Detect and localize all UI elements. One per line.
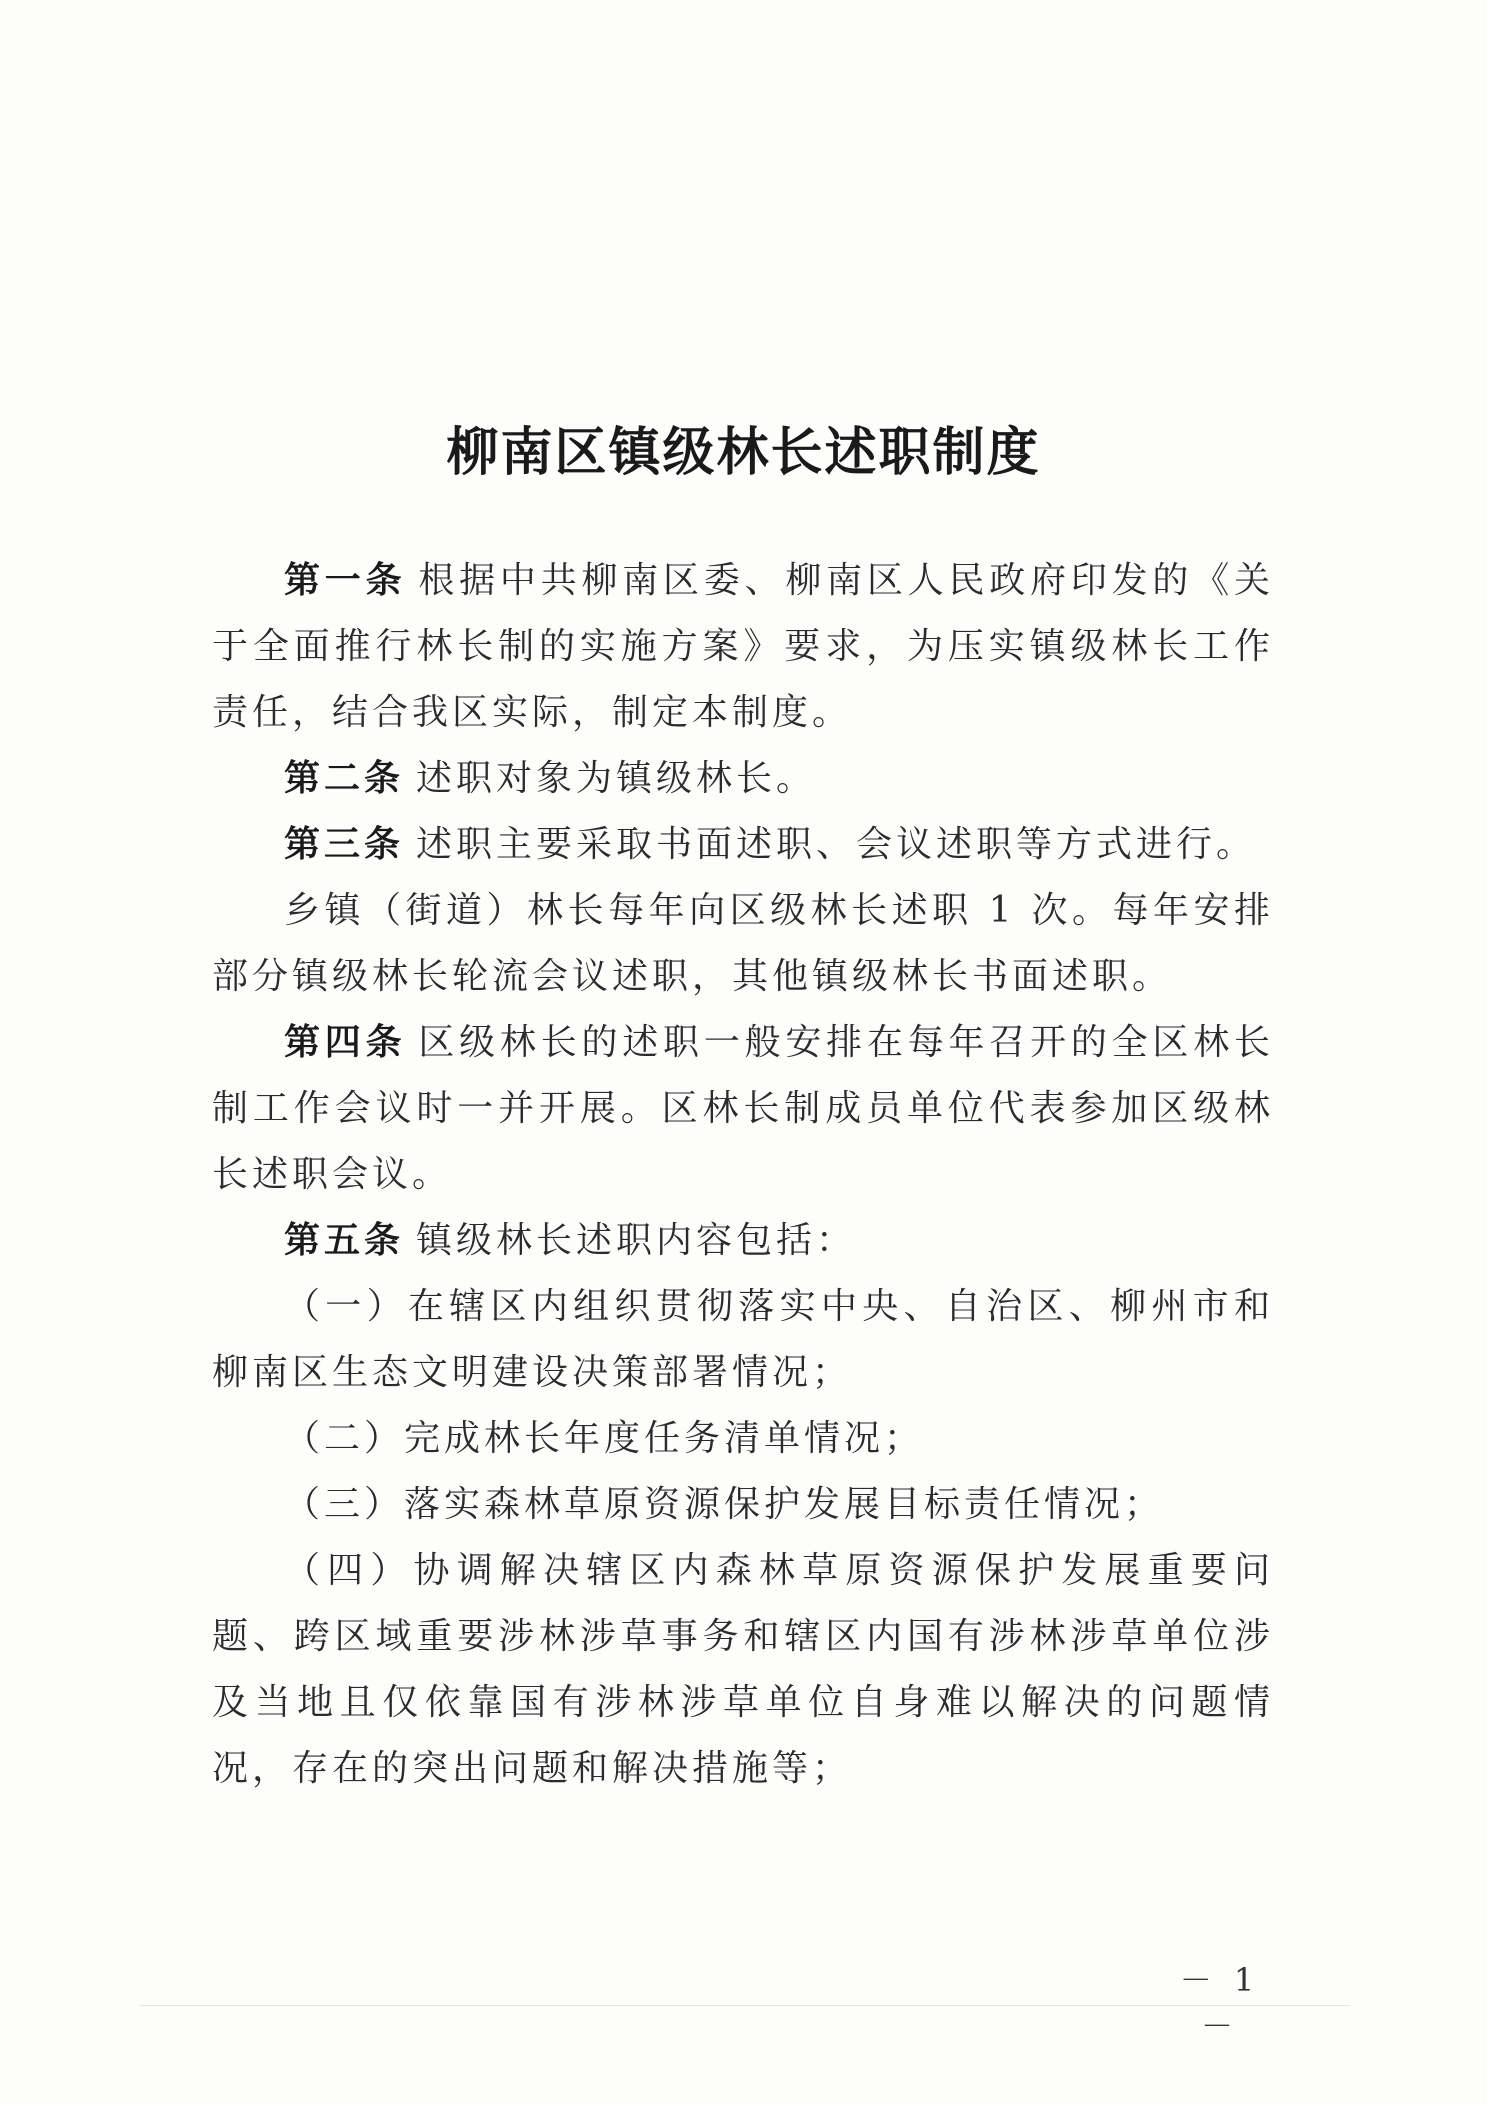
paragraph-text: （一）在辖区内组织贯彻落实中央、自治区、柳州市和柳南区生态文明建设决策部署情况；: [212, 1286, 1274, 1393]
paragraph-text: 述职对象为镇级林长。: [416, 758, 817, 799]
paragraph-article-5: [212, 1208, 1274, 1274]
paragraph-text: 镇级林长述职内容包括：: [416, 1220, 857, 1261]
paragraph-text: 根据中共柳南区委、柳南区人民政府印发的《关于全面推行林长制的实施方案》要求，为压实镇级林长工作责任，结合我区实际，制定本制度。: [212, 560, 1274, 733]
paragraph-text: （二）完成林长年度任务清单情况；: [284, 1418, 925, 1459]
paragraph-article-1: [212, 548, 1274, 746]
footer-divider: [140, 2005, 1350, 2006]
paragraph-text: 述职主要采取书面述职、会议述职等方式进行。: [416, 824, 1257, 865]
paragraph-article-2: [212, 746, 1274, 812]
paragraph-article-3: [212, 812, 1274, 878]
paragraph-text: （四）协调解决辖区内森林草原资源保护发展重要问题、跨区域重要涉林涉草事务和辖区内国有涉林涉草单位涉及当地且仅依靠国有涉林涉草单位自身难以解决的问题情况，存在的突出问题和解决措施等；: [212, 1550, 1274, 1789]
article-label: 第四条: [284, 1022, 407, 1063]
article-label: 第三条: [284, 824, 405, 865]
list-item-1: [212, 1274, 1274, 1406]
document-body: [212, 548, 1274, 1802]
paragraph-article-4: [212, 1010, 1274, 1208]
article-label: 第二条: [284, 758, 405, 799]
document-title: 柳南区镇级林长述职制度: [446, 423, 1041, 483]
paragraph-article-3-detail: [212, 878, 1274, 1010]
paragraph-text: （三）落实森林草原资源保护发展目标责任情况；: [284, 1484, 1165, 1525]
article-label: 第五条: [284, 1220, 405, 1261]
article-label: 第一条: [284, 560, 407, 601]
list-item-2: [212, 1406, 1274, 1472]
paragraph-text: 乡镇（街道）林长每年向区级林长述职 1 次。每年安排部分镇级林长轮流会议述职，其他镇级林长书面述职。: [212, 890, 1274, 997]
list-item-3: [212, 1472, 1274, 1538]
paragraph-text: 区级林长的述职一般安排在每年召开的全区林长制工作会议时一并开展。区林长制成员单位代表参加区级林长述职会议。: [212, 1022, 1274, 1195]
list-item-4: [212, 1538, 1274, 1802]
page-number: － 1 －: [1179, 1961, 1261, 2045]
